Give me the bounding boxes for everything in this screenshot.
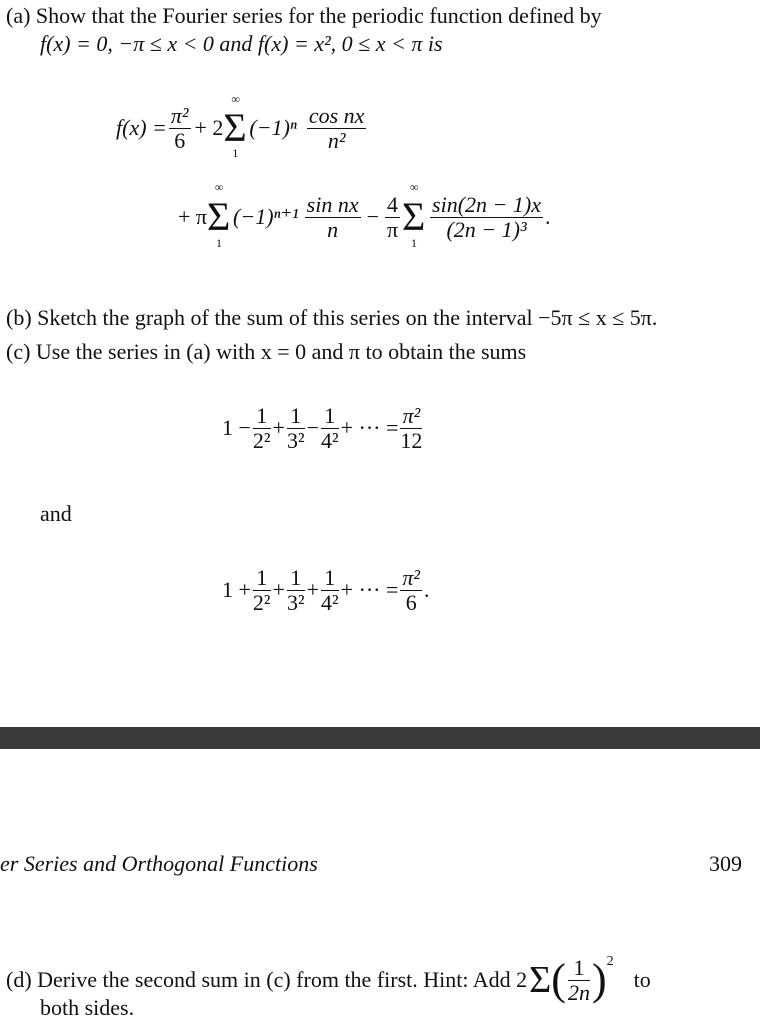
eq2-end: . bbox=[544, 204, 551, 229]
part-d-line2: both sides. bbox=[40, 995, 135, 1020]
sum1-n1: 1 bbox=[253, 404, 271, 429]
sum1-d2: 3² bbox=[286, 427, 305, 453]
eq2-pi: π bbox=[386, 216, 399, 242]
eq1-cos-num: cos nx bbox=[308, 102, 365, 128]
eq2-sum2-top: ∞ bbox=[410, 180, 419, 194]
eq2-sigma: ∞ Σ 1 bbox=[207, 180, 231, 250]
page-number: 309 bbox=[709, 851, 742, 876]
alternating-sum bbox=[222, 400, 424, 456]
sum2-d3: 4² bbox=[320, 589, 339, 615]
sum2-op1: + bbox=[272, 577, 285, 602]
eq2-sum-top: ∞ bbox=[215, 180, 224, 194]
sum1-op2: − bbox=[306, 415, 319, 440]
sum2-frac1 bbox=[253, 566, 271, 615]
sum1-d1: 2² bbox=[252, 427, 271, 453]
part-d-to: to bbox=[633, 967, 651, 992]
fourier-series-line2 bbox=[178, 180, 551, 250]
eq2-four: 4 bbox=[387, 191, 399, 217]
eq1-lhs: f(x) = bbox=[116, 115, 167, 140]
eq1-cos-frac bbox=[307, 104, 367, 153]
hint-frac bbox=[568, 956, 590, 1005]
sum1-n2: 1 bbox=[287, 404, 305, 429]
eq2-plus-pi: + π bbox=[178, 204, 208, 229]
sum1-frac3 bbox=[321, 404, 339, 453]
sum1-result bbox=[400, 404, 422, 453]
part-c: (c) Use the series in (a) with x = 0 and π to obtain the sums bbox=[6, 339, 527, 364]
sum2-end: . bbox=[424, 577, 430, 602]
sum2-rd: 6 bbox=[405, 589, 417, 615]
eq1-pi2: π² bbox=[170, 102, 189, 128]
sum1-op1: + bbox=[272, 415, 285, 440]
eq1-plus2: + 2 bbox=[194, 115, 224, 140]
hint-den: 2n bbox=[567, 979, 590, 1005]
sum2-result bbox=[400, 566, 422, 615]
eq1-sigma: ∞ Σ 1 bbox=[223, 92, 247, 160]
eq2-minus: − bbox=[366, 204, 380, 229]
part-a-line2: f(x) = 0, −π ≤ x < 0 and f(x) = x², 0 ≤ x < π is bbox=[40, 31, 443, 56]
fourier-series-line1 bbox=[116, 92, 368, 160]
part-b: (b) Sketch the graph of the sum of this series on the interval −5π ≤ x ≤ 5π. bbox=[6, 305, 658, 330]
sum2-frac3 bbox=[321, 566, 339, 615]
eq2-term: (−1)ⁿ⁺¹ bbox=[233, 204, 299, 229]
sum1-n3: 1 bbox=[321, 404, 339, 429]
eq1-sum-top: ∞ bbox=[231, 92, 240, 106]
eq1-pi2-over-6 bbox=[169, 104, 191, 153]
eq2-4-over-pi bbox=[385, 193, 400, 242]
eq2-sin2-frac bbox=[430, 193, 543, 242]
sum2-n3: 1 bbox=[321, 566, 339, 591]
sum1-tail: + ··· = bbox=[340, 415, 399, 440]
sum1-rn: π² bbox=[400, 404, 422, 429]
eq2-sin-frac bbox=[305, 193, 361, 242]
part-a-line1: (a) Show that the Fourier series for the periodic function defined by bbox=[6, 3, 602, 28]
sum2-tail: + ··· = bbox=[340, 577, 399, 602]
sum1-rd: 12 bbox=[400, 427, 423, 453]
sum2-n1: 1 bbox=[253, 566, 271, 591]
sum2-d1: 2² bbox=[252, 589, 271, 615]
sum2-op2: + bbox=[306, 577, 319, 602]
eq2-sum2-bot: 1 bbox=[411, 236, 418, 250]
part-d-line1: (d) Derive the second sum in (c) from the first. Hint: Add 2 Σ ( $\frac{1}{2n}$ ) $^2$ to bbox=[6, 954, 651, 1005]
eq2-sum-bot: 1 bbox=[216, 236, 223, 250]
eq1-cos-den: n² bbox=[327, 127, 346, 153]
eq2-sin2-den: (2n − 1)³ bbox=[446, 216, 527, 242]
sum1-frac2 bbox=[287, 404, 305, 453]
basel-sum bbox=[222, 562, 430, 618]
sum1-one: 1 − bbox=[222, 415, 251, 440]
eq1-sum-bot: 1 bbox=[232, 146, 239, 160]
hint-num: 1 bbox=[568, 956, 590, 981]
eq2-sin-num: sin nx bbox=[306, 191, 359, 217]
chapter-title: er Series and Orthogonal Functions bbox=[0, 851, 318, 876]
sum1-frac1 bbox=[253, 404, 271, 453]
sum2-rn: π² bbox=[402, 564, 421, 590]
part-d-text: (d) Derive the second sum in (c) from the first. Hint: Add 2 bbox=[6, 967, 528, 992]
page-divider bbox=[0, 727, 760, 749]
hint-exp: 2 bbox=[606, 954, 614, 969]
eq2-sigma2: ∞ Σ 1 bbox=[402, 180, 426, 250]
eq2-sin-den: n bbox=[327, 216, 339, 242]
eq2-sin2-num: sin(2n − 1)x bbox=[432, 191, 541, 217]
sum2-d2: 3² bbox=[286, 589, 305, 615]
sum1-d3: 4² bbox=[320, 427, 339, 453]
sum2-one: 1 + bbox=[222, 577, 251, 602]
eq1-term: (−1)ⁿ bbox=[249, 115, 297, 140]
sum2-n2: 1 bbox=[287, 566, 305, 591]
sum2-frac2 bbox=[287, 566, 305, 615]
and-text: and bbox=[40, 501, 72, 526]
eq1-six: 6 bbox=[174, 127, 186, 153]
